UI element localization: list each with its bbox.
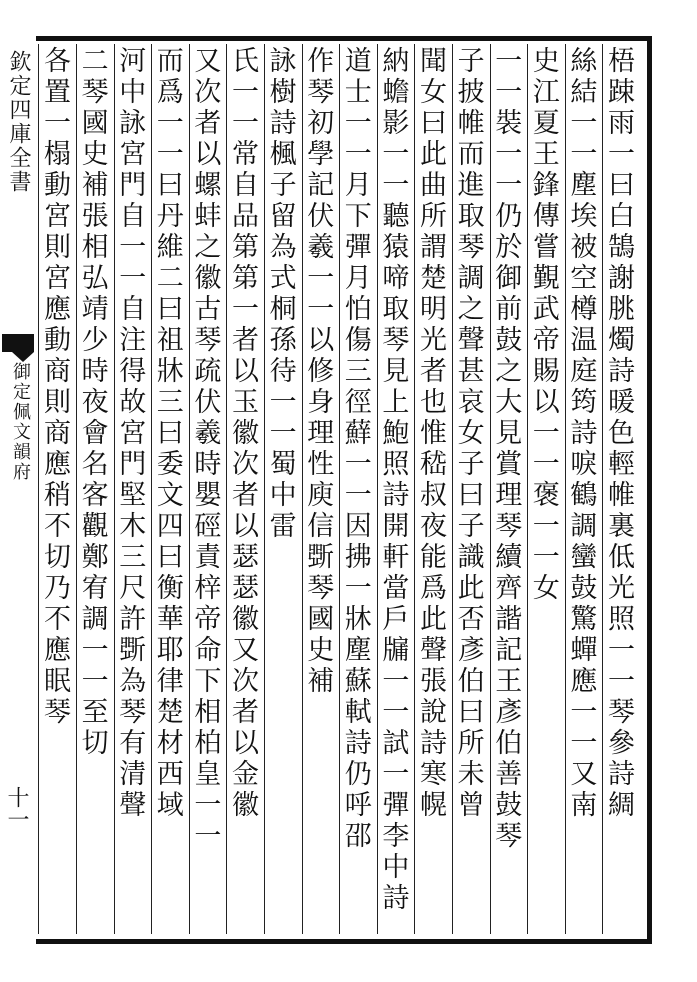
column-rule	[114, 44, 115, 934]
column-rule	[490, 44, 491, 934]
column-rule	[414, 44, 415, 934]
text-column: 又次者以螺蚌之徽古琴疏伏羲時嬰硜責梓帝命下相柏皇一一	[189, 46, 221, 852]
text-column: 二琴國史補張相弘靖少時夜會名客觀鄭宥調一一至切	[76, 46, 108, 759]
column-rule	[565, 44, 566, 934]
text-column: 納蟾影一一聽猿啼取琴見上鮑照詩開軒當戶牖一一試一彈李中詩	[377, 46, 409, 914]
text-column: 詠樹詩楓子留為式桐孫待一一蜀中雷	[264, 46, 296, 542]
column-rule	[76, 44, 77, 934]
column-rule	[602, 44, 603, 934]
page-margin	[0, 38, 36, 938]
column-rule	[302, 44, 303, 934]
book-title: 御定佩文韻府	[10, 362, 31, 482]
column-rule	[189, 44, 190, 934]
text-column: 各置一榻動宮則宮應動商則商應稍不切乃不應眠琴	[38, 46, 70, 728]
column-rule	[452, 44, 453, 934]
text-column: 絲結一一塵埃被空樽温庭筠詩唳鶴調蠻鼓驚蟬應一一又南	[565, 46, 597, 821]
column-rule	[226, 44, 227, 934]
text-column: 聞女曰此曲所謂楚明光者也惟嵇叔夜能爲此聲張說詩寒幌	[414, 46, 446, 821]
text-column: 史江夏王鋒傳嘗覲武帝賜以一一褒一一女	[527, 46, 559, 604]
page-number: 十一	[4, 786, 29, 830]
column-rule	[151, 44, 152, 934]
column-rule	[377, 44, 378, 934]
text-column: 梧踈雨一曰白鵠謝朓燭詩暖色輕帷裏低光照一一琴參詩綢	[602, 46, 634, 821]
text-column: 道士一一月下彈月怕傷三徑蘚一一因拂一牀塵蘇軾詩仍呼邵	[339, 46, 371, 852]
fish-tail-mark-icon	[2, 334, 34, 352]
text-column: 作琴初學記伏羲一一以修身理性庾信斲琴國史補	[302, 46, 334, 697]
text-column: 氏一一常自品第第一者以玉徽次者以瑟瑟徽又次者以金徽	[226, 46, 258, 821]
text-column: 一一裝一一仍於御前鼓之大見賞理琴續齊諧記王彥伯善鼓琴	[490, 46, 522, 852]
text-column: 而爲一一曰丹維二曰祖牀三曰委文四曰衡華耶律楚材西域	[151, 46, 183, 821]
column-rule	[38, 44, 39, 934]
column-rule	[264, 44, 265, 934]
text-column: 子披帷而進取琴調之聲甚哀女子曰子識此否彥伯曰所未曾	[452, 46, 484, 821]
column-rule	[527, 44, 528, 934]
text-column: 河中詠宮門自一一自注得故宮門堅木三尺許斲為琴有清聲	[114, 46, 146, 821]
column-rule	[339, 44, 340, 934]
collection-title: 欽定四庫全書	[6, 50, 31, 194]
